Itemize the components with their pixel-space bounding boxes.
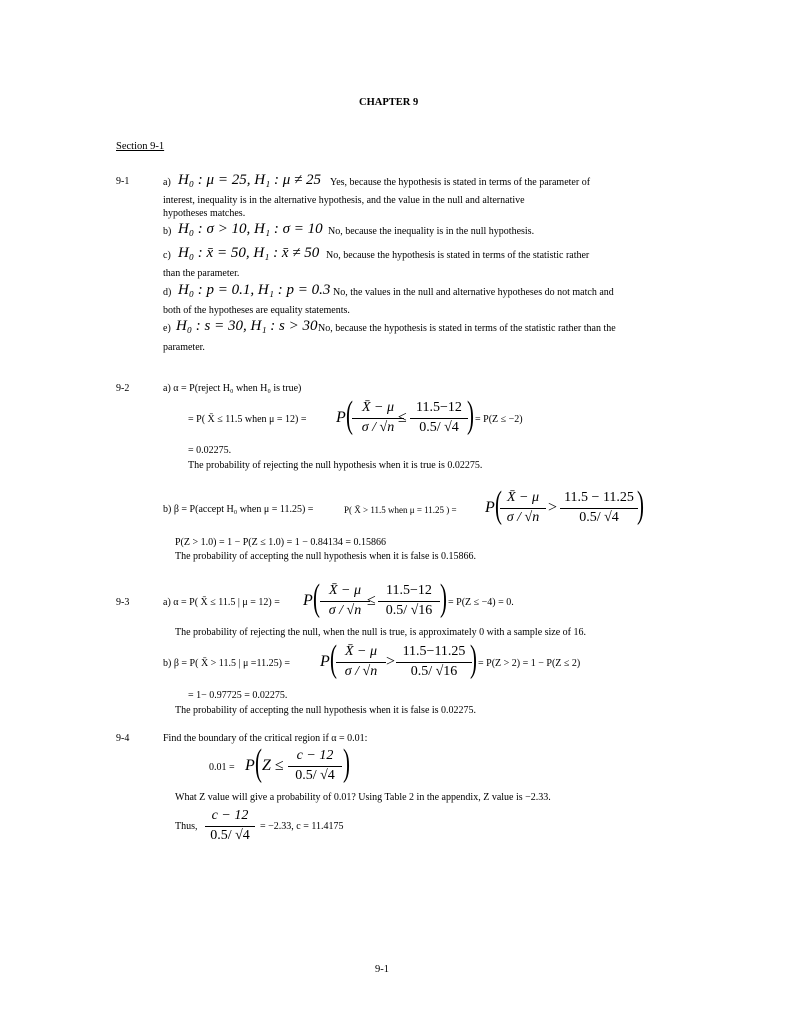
- section-title: Section 9-1: [116, 141, 165, 152]
- left-paren: (: [495, 484, 502, 526]
- problem-number: 9-3: [116, 597, 130, 608]
- relation-symbol: ≤: [367, 592, 376, 609]
- equation-text: = P(Z ≤ −4) = 0.: [448, 597, 514, 608]
- part-label: d): [163, 287, 172, 298]
- equation-text: = −2.33, c = 11.4175: [260, 821, 344, 832]
- probability-symbol: P: [485, 499, 495, 516]
- relation-symbol: ≤: [398, 409, 407, 426]
- hypothesis-formula: H₀ : p = 0.1, H₁ : p = 0.3: [178, 282, 331, 298]
- equation-text: = P(Z ≤ −2): [475, 414, 523, 425]
- answer-text: = 1− 0.97725 = 0.02275.: [188, 690, 288, 701]
- hypothesis-formula: H₀ : σ > 10, H₁ : σ = 10: [178, 221, 323, 237]
- answer-text: The probability of accepting the null hypothesis when it is false is 0.02275.: [175, 705, 477, 716]
- equation-text: a) α = P( X̄ ≤ 11.5 | μ = 12) =: [163, 597, 280, 608]
- answer-text: Find the boundary of the critical region if α = 0.01:: [163, 733, 368, 744]
- hypothesis-formula: H₀ : μ = 25, H₁ : μ ≠ 25: [178, 172, 321, 188]
- answer-text: The probability of rejecting the null hypothesis when it is true is 0.02275.: [188, 460, 483, 471]
- problem-number: 9-4: [116, 733, 130, 744]
- equation-text: = P( X̄ ≤ 11.5 when μ = 12) =: [188, 414, 307, 425]
- relation-symbol: >: [386, 653, 396, 670]
- probability-symbol: P: [303, 592, 313, 609]
- answer-text: No, because the inequality is in the null hypothesis.: [328, 226, 535, 237]
- left-paren: (: [346, 394, 353, 436]
- part-label: c): [163, 250, 171, 261]
- left-paren: (: [313, 577, 320, 619]
- answer-text: parameter.: [163, 342, 205, 353]
- answer-text: both of the hypotheses are equality statements.: [163, 305, 350, 316]
- answer-text: What Z value will give a probability of 0.01? Using Table 2 in the appendix, Z value is −2.33.: [175, 792, 551, 803]
- probability-symbol: P: [320, 653, 330, 670]
- answer-text: = 0.02275.: [188, 445, 232, 456]
- part-label: e): [163, 323, 171, 334]
- hypothesis-formula: H₀ : s = 30, H₁ : s > 30: [176, 318, 318, 334]
- part-label: a): [163, 177, 171, 188]
- probability-symbol: P: [245, 757, 255, 774]
- answer-text: a) α = P(reject H₀ when H₀ is true): [163, 383, 302, 394]
- answer-text: No, because the hypothesis is stated in terms of the statistic rather: [326, 250, 590, 261]
- right-paren: ): [343, 742, 350, 784]
- right-paren: ): [440, 577, 447, 619]
- equation-text: Z ≤: [262, 757, 284, 774]
- answer-text: The probability of accepting the null hypothesis when it is false is 0.15866.: [175, 551, 477, 562]
- equation-text: P( X̄ > 11.5 when μ = 11.25 ) =: [344, 505, 457, 515]
- right-paren: ): [470, 638, 477, 680]
- relation-symbol: >: [548, 499, 558, 516]
- answer-text: Yes, because the hypothesis is stated in terms of the parameter of: [330, 177, 591, 188]
- answer-text: The probability of rejecting the null, when the null is true, is approximately 0 with a sample size of 16.: [175, 627, 587, 638]
- right-paren: ): [467, 394, 474, 436]
- equation-text: b) β = P(accept H₀ when μ = 11.25) =: [163, 504, 314, 515]
- part-label: b): [163, 226, 172, 237]
- left-paren: (: [330, 638, 337, 680]
- hypothesis-formula: H₀ : x̄ = 50, H₁ : x̄ ≠ 50: [178, 245, 320, 261]
- problem-number: 9-1: [116, 176, 130, 187]
- answer-text: interest, inequality is in the alternative hypothesis, and the value in the null and alternative: [163, 195, 525, 206]
- equation-text: Thus,: [175, 821, 198, 832]
- chapter-title: CHAPTER 9: [359, 97, 419, 108]
- answer-text: P(Z > 1.0) = 1 − P(Z ≤ 1.0) = 1 − 0.84134 = 0.15866: [175, 537, 386, 548]
- probability-symbol: P: [336, 409, 346, 426]
- answer-text: No, the values in the null and alternative hypotheses do not match and: [333, 287, 614, 298]
- page-number: 9-1: [375, 964, 389, 975]
- left-paren: (: [255, 742, 262, 784]
- answer-text: than the parameter.: [163, 268, 240, 279]
- equation-text: b) β = P( X̄ > 11.5 | μ =11.25) =: [163, 658, 291, 669]
- equation-text: 0.01 =: [209, 762, 235, 773]
- answer-text: hypotheses matches.: [163, 208, 246, 219]
- problem-number: 9-2: [116, 383, 130, 394]
- right-paren: ): [637, 484, 644, 526]
- equation-text: = P(Z > 2) = 1 − P(Z ≤ 2): [478, 658, 581, 669]
- answer-text: No, because the hypothesis is stated in terms of the statistic rather than the: [318, 323, 616, 334]
